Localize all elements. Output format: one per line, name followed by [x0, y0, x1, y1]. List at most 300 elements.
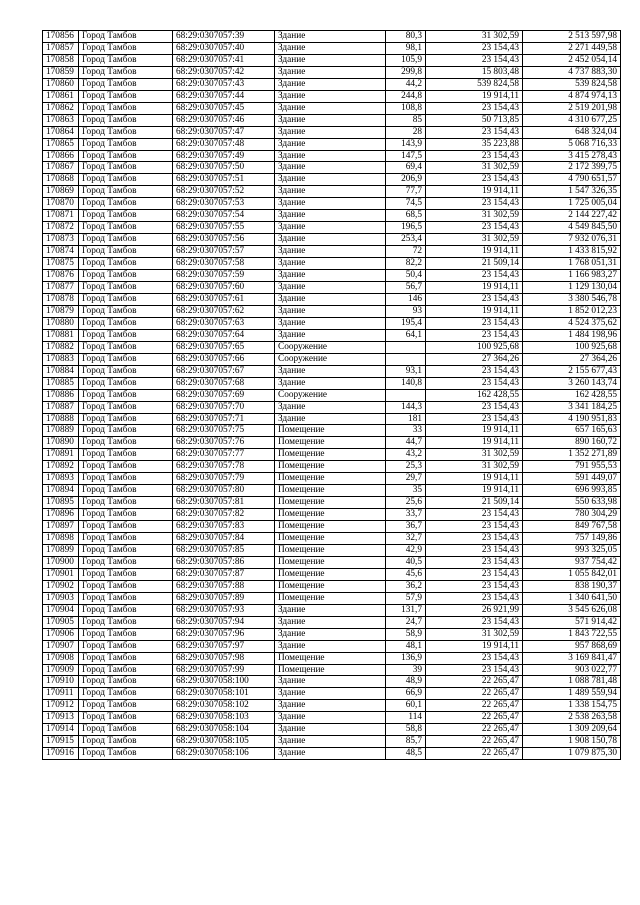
row-number-cell: 170883	[43, 353, 79, 365]
unit-value-cell: 19 914,11	[426, 246, 523, 258]
row-number-cell: 170914	[43, 724, 79, 736]
table-row	[43, 437, 621, 449]
cadastral-value-cell: 757 149,86	[523, 533, 621, 545]
area-cell: 24,7	[386, 616, 426, 628]
settlement-cell: Город Тамбов	[79, 700, 173, 712]
table-row	[43, 628, 621, 640]
area-cell: 33	[386, 425, 426, 437]
cadastral-number-cell: 68:29:0307058:106	[173, 748, 275, 760]
row-number-cell: 170894	[43, 485, 79, 497]
object-type-cell: Здание	[275, 234, 386, 246]
cadastral-number-cell: 68:29:0307057:46	[173, 114, 275, 126]
cadastral-number-cell: 68:29:0307057:41	[173, 54, 275, 66]
cadastral-value-cell: 3 380 546,78	[523, 293, 621, 305]
settlement-cell: Город Тамбов	[79, 317, 173, 329]
object-type-cell: Помещение	[275, 568, 386, 580]
cadastral-value-cell: 780 304,29	[523, 509, 621, 521]
cadastral-value-cell: 539 824,58	[523, 78, 621, 90]
cadastral-value-cell: 1 338 154,75	[523, 700, 621, 712]
cadastral-number-cell: 68:29:0307057:68	[173, 377, 275, 389]
table-row	[43, 449, 621, 461]
cadastral-number-cell: 68:29:0307057:42	[173, 66, 275, 78]
cadastral-value-cell: 2 155 677,43	[523, 365, 621, 377]
settlement-cell: Город Тамбов	[79, 688, 173, 700]
settlement-cell: Город Тамбов	[79, 437, 173, 449]
row-number-cell: 170910	[43, 676, 79, 688]
settlement-cell: Город Тамбов	[79, 365, 173, 377]
unit-value-cell: 23 154,43	[426, 616, 523, 628]
cadastral-number-cell: 68:29:0307057:69	[173, 389, 275, 401]
object-type-cell: Сооружение	[275, 341, 386, 353]
cadastral-number-cell: 68:29:0307058:103	[173, 712, 275, 724]
object-type-cell: Помещение	[275, 652, 386, 664]
object-type-cell: Помещение	[275, 497, 386, 509]
cadastral-number-cell: 68:29:0307057:66	[173, 353, 275, 365]
row-number-cell: 170882	[43, 341, 79, 353]
settlement-cell: Город Тамбов	[79, 509, 173, 521]
settlement-cell: Город Тамбов	[79, 341, 173, 353]
row-number-cell: 170872	[43, 222, 79, 234]
object-type-cell: Здание	[275, 712, 386, 724]
cadastral-value-cell: 3 545 626,08	[523, 604, 621, 616]
settlement-cell: Город Тамбов	[79, 736, 173, 748]
cadastral-value-cell: 1 340 641,50	[523, 592, 621, 604]
object-type-cell: Здание	[275, 246, 386, 258]
row-number-cell: 170859	[43, 66, 79, 78]
cadastral-number-cell: 68:29:0307057:58	[173, 258, 275, 270]
object-type-cell: Здание	[275, 305, 386, 317]
settlement-cell: Город Тамбов	[79, 282, 173, 294]
cadastral-value-cell: 4 549 845,50	[523, 222, 621, 234]
row-number-cell: 170874	[43, 246, 79, 258]
area-cell: 206,9	[386, 174, 426, 186]
unit-value-cell: 31 302,59	[426, 628, 523, 640]
area-cell: 44,7	[386, 437, 426, 449]
settlement-cell: Город Тамбов	[79, 42, 173, 54]
unit-value-cell: 31 302,59	[426, 234, 523, 246]
settlement-cell: Город Тамбов	[79, 162, 173, 174]
cadastral-number-cell: 68:29:0307057:87	[173, 568, 275, 580]
cadastral-number-cell: 68:29:0307057:96	[173, 628, 275, 640]
row-number-cell: 170913	[43, 712, 79, 724]
unit-value-cell: 19 914,11	[426, 640, 523, 652]
row-number-cell: 170900	[43, 556, 79, 568]
unit-value-cell: 22 265,47	[426, 676, 523, 688]
table-row	[43, 138, 621, 150]
object-type-cell: Помещение	[275, 556, 386, 568]
unit-value-cell: 22 265,47	[426, 724, 523, 736]
area-cell: 33,7	[386, 509, 426, 521]
cadastral-value-cell: 4 310 677,25	[523, 114, 621, 126]
settlement-cell: Город Тамбов	[79, 222, 173, 234]
cadastral-value-cell: 1 843 722,55	[523, 628, 621, 640]
cadastral-number-cell: 68:29:0307057:50	[173, 162, 275, 174]
table-row	[43, 114, 621, 126]
row-number-cell: 170893	[43, 473, 79, 485]
settlement-cell: Город Тамбов	[79, 568, 173, 580]
object-type-cell: Здание	[275, 329, 386, 341]
cadastral-value-cell: 1 079 875,30	[523, 748, 621, 760]
unit-value-cell: 19 914,11	[426, 425, 523, 437]
area-cell: 40,5	[386, 556, 426, 568]
row-number-cell: 170875	[43, 258, 79, 270]
area-cell: 85	[386, 114, 426, 126]
unit-value-cell: 22 265,47	[426, 748, 523, 760]
cadastral-number-cell: 68:29:0307057:40	[173, 42, 275, 54]
object-type-cell: Помещение	[275, 521, 386, 533]
row-number-cell: 170915	[43, 736, 79, 748]
cadastral-number-cell: 68:29:0307057:79	[173, 473, 275, 485]
object-type-cell: Здание	[275, 401, 386, 413]
unit-value-cell: 19 914,11	[426, 282, 523, 294]
cadastral-value-cell: 1 309 209,64	[523, 724, 621, 736]
table-row	[43, 676, 621, 688]
cadastral-value-cell: 2 538 263,58	[523, 712, 621, 724]
cadastral-value-cell: 890 160,72	[523, 437, 621, 449]
settlement-cell: Город Тамбов	[79, 473, 173, 485]
cadastral-value-cell: 1 352 271,89	[523, 449, 621, 461]
cadastral-value-cell: 1 484 198,96	[523, 329, 621, 341]
object-type-cell: Здание	[275, 616, 386, 628]
object-type-cell: Здание	[275, 126, 386, 138]
table-row	[43, 126, 621, 138]
row-number-cell: 170864	[43, 126, 79, 138]
area-cell: 136,9	[386, 652, 426, 664]
object-type-cell: Здание	[275, 138, 386, 150]
cadastral-value-cell: 1 852 012,23	[523, 305, 621, 317]
row-number-cell: 170906	[43, 628, 79, 640]
area-cell: 60,1	[386, 700, 426, 712]
settlement-cell: Город Тамбов	[79, 413, 173, 425]
cadastral-value-cell: 993 325,05	[523, 544, 621, 556]
object-type-cell: Помещение	[275, 461, 386, 473]
cadastral-value-cell: 1 725 005,04	[523, 198, 621, 210]
cadastral-value-cell: 2 452 054,14	[523, 54, 621, 66]
cadastral-number-cell: 68:29:0307057:71	[173, 413, 275, 425]
cadastral-value-cell: 2 271 449,58	[523, 42, 621, 54]
table-row	[43, 544, 621, 556]
settlement-cell: Город Тамбов	[79, 425, 173, 437]
row-number-cell: 170902	[43, 580, 79, 592]
row-number-cell: 170863	[43, 114, 79, 126]
row-number-cell: 170908	[43, 652, 79, 664]
object-type-cell: Здание	[275, 282, 386, 294]
table-row	[43, 497, 621, 509]
row-number-cell: 170877	[43, 282, 79, 294]
area-cell	[386, 389, 426, 401]
table-row	[43, 42, 621, 54]
cadastral-number-cell: 68:29:0307057:43	[173, 78, 275, 90]
table-row	[43, 377, 621, 389]
cadastral-number-cell: 68:29:0307058:105	[173, 736, 275, 748]
table-row	[43, 78, 621, 90]
row-number-cell: 170878	[43, 293, 79, 305]
table-row	[43, 688, 621, 700]
row-number-cell: 170868	[43, 174, 79, 186]
settlement-cell: Город Тамбов	[79, 246, 173, 258]
row-number-cell: 170860	[43, 78, 79, 90]
settlement-cell: Город Тамбов	[79, 54, 173, 66]
row-number-cell: 170887	[43, 401, 79, 413]
settlement-cell: Город Тамбов	[79, 210, 173, 222]
table-row	[43, 329, 621, 341]
row-number-cell: 170889	[43, 425, 79, 437]
cadastral-value-cell: 571 914,42	[523, 616, 621, 628]
unit-value-cell: 23 154,43	[426, 42, 523, 54]
unit-value-cell: 162 428,55	[426, 389, 523, 401]
object-type-cell: Здание	[275, 413, 386, 425]
cadastral-number-cell: 68:29:0307057:76	[173, 437, 275, 449]
cadastral-value-cell: 4 874 974,13	[523, 90, 621, 102]
object-type-cell: Здание	[275, 174, 386, 186]
unit-value-cell: 23 154,43	[426, 413, 523, 425]
cadastral-number-cell: 68:29:0307057:65	[173, 341, 275, 353]
cadastral-number-cell: 68:29:0307057:84	[173, 533, 275, 545]
cadastral-value-cell: 957 868,69	[523, 640, 621, 652]
cadastral-number-cell: 68:29:0307057:54	[173, 210, 275, 222]
table-row	[43, 580, 621, 592]
settlement-cell: Город Тамбов	[79, 126, 173, 138]
cadastral-value-cell: 2 172 399,75	[523, 162, 621, 174]
area-cell: 25,6	[386, 497, 426, 509]
cadastral-value-cell: 838 190,37	[523, 580, 621, 592]
table-row	[43, 664, 621, 676]
unit-value-cell: 23 154,43	[426, 509, 523, 521]
unit-value-cell: 35 223,88	[426, 138, 523, 150]
cadastral-number-cell: 68:29:0307057:94	[173, 616, 275, 628]
settlement-cell: Город Тамбов	[79, 556, 173, 568]
area-cell: 69,4	[386, 162, 426, 174]
cadastral-number-cell: 68:29:0307058:102	[173, 700, 275, 712]
unit-value-cell: 23 154,43	[426, 521, 523, 533]
table-row	[43, 54, 621, 66]
table-row	[43, 568, 621, 580]
table-row	[43, 652, 621, 664]
unit-value-cell: 23 154,43	[426, 592, 523, 604]
cadastral-value-cell: 2 519 201,98	[523, 102, 621, 114]
settlement-cell: Город Тамбов	[79, 270, 173, 282]
cadastral-number-cell: 68:29:0307057:47	[173, 126, 275, 138]
unit-value-cell: 19 914,11	[426, 437, 523, 449]
object-type-cell: Помещение	[275, 533, 386, 545]
unit-value-cell: 539 824,58	[426, 78, 523, 90]
object-type-cell: Помещение	[275, 473, 386, 485]
table-row	[43, 748, 621, 760]
unit-value-cell: 31 302,59	[426, 461, 523, 473]
unit-value-cell: 31 302,59	[426, 31, 523, 43]
settlement-cell: Город Тамбов	[79, 377, 173, 389]
area-cell: 29,7	[386, 473, 426, 485]
table-row	[43, 556, 621, 568]
unit-value-cell: 31 302,59	[426, 449, 523, 461]
cadastral-value-cell: 1 768 051,31	[523, 258, 621, 270]
cadastral-value-cell: 5 068 716,33	[523, 138, 621, 150]
row-number-cell: 170867	[43, 162, 79, 174]
settlement-cell: Город Тамбов	[79, 676, 173, 688]
area-cell: 72	[386, 246, 426, 258]
unit-value-cell: 22 265,47	[426, 712, 523, 724]
object-type-cell: Помещение	[275, 449, 386, 461]
object-type-cell: Здание	[275, 748, 386, 760]
cadastral-value-cell: 1 088 781,48	[523, 676, 621, 688]
table-row	[43, 317, 621, 329]
cadastral-number-cell: 68:29:0307057:49	[173, 150, 275, 162]
row-number-cell: 170895	[43, 497, 79, 509]
table-row	[43, 186, 621, 198]
object-type-cell: Здание	[275, 78, 386, 90]
cadastral-number-cell: 68:29:0307057:86	[173, 556, 275, 568]
object-type-cell: Здание	[275, 114, 386, 126]
area-cell: 35	[386, 485, 426, 497]
table-row	[43, 509, 621, 521]
settlement-cell: Город Тамбов	[79, 580, 173, 592]
row-number-cell: 170870	[43, 198, 79, 210]
table-row	[43, 162, 621, 174]
row-number-cell: 170886	[43, 389, 79, 401]
cadastral-value-cell: 849 767,58	[523, 521, 621, 533]
unit-value-cell: 23 154,43	[426, 652, 523, 664]
area-cell: 64,1	[386, 329, 426, 341]
area-cell: 32,7	[386, 533, 426, 545]
cadastral-number-cell: 68:29:0307057:82	[173, 509, 275, 521]
settlement-cell: Город Тамбов	[79, 748, 173, 760]
settlement-cell: Город Тамбов	[79, 174, 173, 186]
unit-value-cell: 50 713,85	[426, 114, 523, 126]
cadastral-number-cell: 68:29:0307057:57	[173, 246, 275, 258]
settlement-cell: Город Тамбов	[79, 78, 173, 90]
table-row	[43, 389, 621, 401]
object-type-cell: Здание	[275, 222, 386, 234]
area-cell: 80,3	[386, 31, 426, 43]
cadastral-number-cell: 68:29:0307057:83	[173, 521, 275, 533]
cadastral-number-cell: 68:29:0307057:89	[173, 592, 275, 604]
table-row	[43, 700, 621, 712]
settlement-cell: Город Тамбов	[79, 544, 173, 556]
cadastral-value-cell: 4 524 375,62	[523, 317, 621, 329]
settlement-cell: Город Тамбов	[79, 305, 173, 317]
settlement-cell: Город Тамбов	[79, 114, 173, 126]
settlement-cell: Город Тамбов	[79, 664, 173, 676]
object-type-cell: Здание	[275, 150, 386, 162]
area-cell: 25,3	[386, 461, 426, 473]
row-number-cell: 170896	[43, 509, 79, 521]
row-number-cell: 170891	[43, 449, 79, 461]
cadastral-value-cell: 1 547 326,35	[523, 186, 621, 198]
table-row	[43, 270, 621, 282]
row-number-cell: 170892	[43, 461, 79, 473]
row-number-cell: 170890	[43, 437, 79, 449]
area-cell: 105,9	[386, 54, 426, 66]
cadastral-value-cell: 4 190 951,83	[523, 413, 621, 425]
row-number-cell: 170880	[43, 317, 79, 329]
unit-value-cell: 23 154,43	[426, 556, 523, 568]
area-cell: 50,4	[386, 270, 426, 282]
table-row	[43, 640, 621, 652]
table-row	[43, 341, 621, 353]
cadastral-number-cell: 68:29:0307057:97	[173, 640, 275, 652]
table-body	[43, 31, 621, 760]
unit-value-cell: 23 154,43	[426, 365, 523, 377]
row-number-cell: 170912	[43, 700, 79, 712]
unit-value-cell: 23 154,43	[426, 329, 523, 341]
table-row	[43, 293, 621, 305]
object-type-cell: Здание	[275, 700, 386, 712]
table-row	[43, 246, 621, 258]
table-row	[43, 473, 621, 485]
row-number-cell: 170901	[43, 568, 79, 580]
settlement-cell: Город Тамбов	[79, 66, 173, 78]
cadastral-value-cell: 550 633,98	[523, 497, 621, 509]
area-cell	[386, 341, 426, 353]
object-type-cell: Помещение	[275, 509, 386, 521]
settlement-cell: Город Тамбов	[79, 724, 173, 736]
table-row	[43, 521, 621, 533]
cadastral-number-cell: 68:29:0307057:88	[173, 580, 275, 592]
unit-value-cell: 22 265,47	[426, 688, 523, 700]
unit-value-cell: 23 154,43	[426, 150, 523, 162]
cadastral-value-cell: 903 022,77	[523, 664, 621, 676]
table-row	[43, 305, 621, 317]
area-cell: 131,7	[386, 604, 426, 616]
object-type-cell: Здание	[275, 640, 386, 652]
table-row	[43, 616, 621, 628]
cadastral-value-cell: 648 324,04	[523, 126, 621, 138]
cadastral-number-cell: 68:29:0307057:81	[173, 497, 275, 509]
row-number-cell: 170873	[43, 234, 79, 246]
row-number-cell: 170861	[43, 90, 79, 102]
cadastral-number-cell: 68:29:0307057:78	[173, 461, 275, 473]
cadastral-number-cell: 68:29:0307057:48	[173, 138, 275, 150]
cadastral-value-cell: 3 415 278,43	[523, 150, 621, 162]
settlement-cell: Город Тамбов	[79, 329, 173, 341]
settlement-cell: Город Тамбов	[79, 198, 173, 210]
object-type-cell: Здание	[275, 258, 386, 270]
area-cell: 85,7	[386, 736, 426, 748]
cadastral-value-cell: 162 428,55	[523, 389, 621, 401]
area-cell: 147,5	[386, 150, 426, 162]
settlement-cell: Город Тамбов	[79, 401, 173, 413]
cadastral-value-cell: 27 364,26	[523, 353, 621, 365]
row-number-cell: 170907	[43, 640, 79, 652]
settlement-cell: Город Тамбов	[79, 353, 173, 365]
object-type-cell: Здание	[275, 317, 386, 329]
settlement-cell: Город Тамбов	[79, 521, 173, 533]
row-number-cell: 170903	[43, 592, 79, 604]
cadastral-value-cell: 100 925,68	[523, 341, 621, 353]
row-number-cell: 170905	[43, 616, 79, 628]
table-row	[43, 234, 621, 246]
object-type-cell: Здание	[275, 31, 386, 43]
row-number-cell: 170897	[43, 521, 79, 533]
object-type-cell: Помещение	[275, 485, 386, 497]
settlement-cell: Город Тамбов	[79, 604, 173, 616]
cadastral-number-cell: 68:29:0307057:77	[173, 449, 275, 461]
cadastral-number-cell: 68:29:0307057:60	[173, 282, 275, 294]
cadastral-number-cell: 68:29:0307057:75	[173, 425, 275, 437]
cadastral-number-cell: 68:29:0307057:45	[173, 102, 275, 114]
settlement-cell: Город Тамбов	[79, 652, 173, 664]
settlement-cell: Город Тамбов	[79, 616, 173, 628]
object-type-cell: Сооружение	[275, 389, 386, 401]
area-cell: 93,1	[386, 365, 426, 377]
cadastral-number-cell: 68:29:0307057:61	[173, 293, 275, 305]
unit-value-cell: 23 154,43	[426, 377, 523, 389]
row-number-cell: 170871	[43, 210, 79, 222]
cadastral-value-cell: 657 165,63	[523, 425, 621, 437]
unit-value-cell: 23 154,43	[426, 568, 523, 580]
area-cell: 28	[386, 126, 426, 138]
unit-value-cell: 22 265,47	[426, 736, 523, 748]
